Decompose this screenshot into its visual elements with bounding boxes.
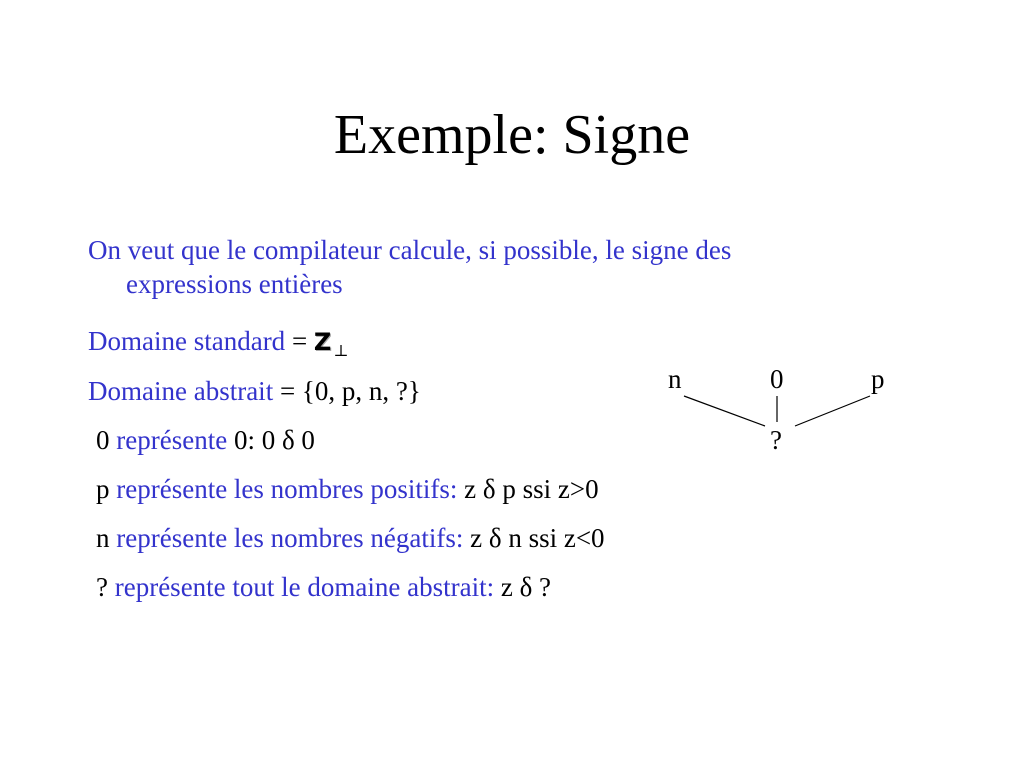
abstract-domain-label: Domaine abstrait <box>88 376 274 406</box>
intro-line-1: On veut que le compilateur calcule, si possible, le signe des <box>88 235 732 265</box>
positive-description: représente les nombres positifs: <box>116 474 458 504</box>
positive-formula: z δ p ssi z>0 <box>457 474 599 504</box>
positive-bullet <box>96 472 599 506</box>
negative-bullet <box>96 521 605 555</box>
zero-bullet <box>96 423 315 457</box>
lattice-node-top: ? <box>770 425 782 455</box>
intro-line-2: expressions entières <box>126 269 343 299</box>
unknown-bullet <box>96 570 551 604</box>
lattice-node-zero: 0 <box>770 364 784 394</box>
bottom-symbol: ⊥ <box>333 343 349 360</box>
unknown-symbol: ? <box>96 572 115 602</box>
lattice-node-p: p <box>871 364 885 394</box>
zero-symbol: 0 <box>96 425 117 455</box>
edge-n-to-top <box>684 396 765 426</box>
negative-description: représente les nombres négatifs: <box>116 523 464 553</box>
slide-title: Exemple: Signe <box>333 104 691 166</box>
standard-domain-bullet <box>88 324 348 363</box>
equals-sign: = <box>285 326 314 356</box>
positive-symbol: p <box>96 474 117 504</box>
edge-p-to-top <box>795 396 870 426</box>
zero-description: représente <box>116 425 228 455</box>
negative-formula: z δ n ssi z<0 <box>463 523 605 553</box>
standard-domain-label: Domaine standard <box>88 326 286 356</box>
lattice-node-n: n <box>668 364 682 394</box>
negative-symbol: n <box>96 523 117 553</box>
abstract-domain-set: = {0, p, n, ?} <box>273 376 421 406</box>
integers-symbol: Z <box>313 328 332 356</box>
zero-formula: 0: 0 δ 0 <box>227 425 315 455</box>
intro-bullet <box>88 233 731 301</box>
unknown-description: représente tout le domaine abstrait: <box>114 572 495 602</box>
sign-lattice-diagram <box>650 360 910 460</box>
abstract-domain-bullet <box>88 374 421 408</box>
unknown-formula: z δ ? <box>494 572 552 602</box>
